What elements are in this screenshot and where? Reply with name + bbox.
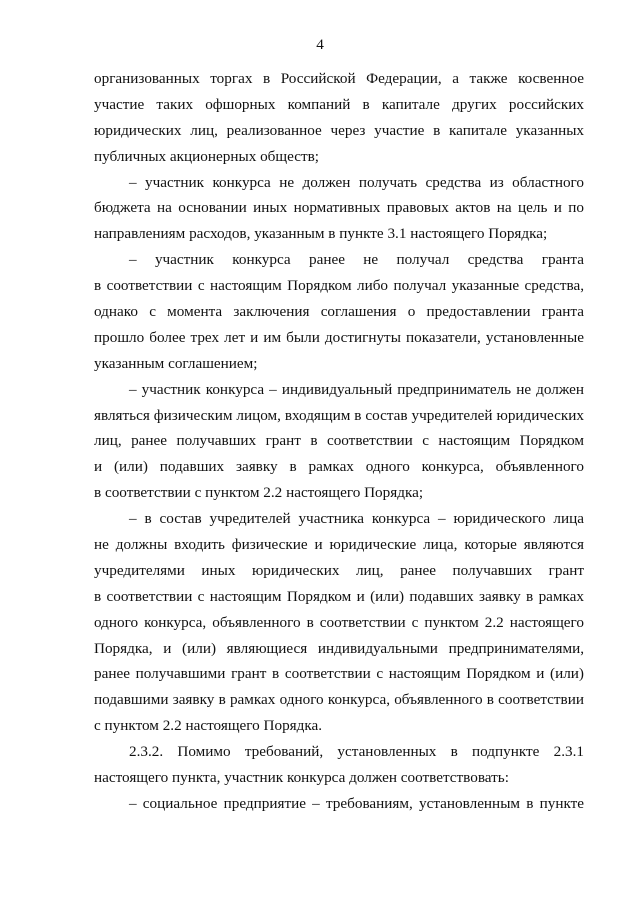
text-line: 2.3.2. Помимо требований, установленных в подпункте 2.3.1	[129, 743, 584, 761]
text-line: в соответствии с настоящим Порядком и (или) подавших заявку в рамках	[94, 587, 584, 605]
body-text	[94, 66, 584, 817]
text-line: настоящего пункта, участник конкурса должен соответствовать:	[94, 769, 509, 787]
text-line: с пунктом 2.2 настоящего Порядка.	[94, 717, 323, 735]
text-line: однако с момента заключения соглашения о предоставлении гранта	[94, 303, 584, 321]
text-line: юридических лиц, реализованное через участие в капитале указанных	[94, 121, 584, 139]
text-line: и (или) подавших заявку в рамках одного конкурса, объявленного	[94, 458, 584, 476]
text-line: публичных акционерных обществ;	[94, 147, 319, 165]
text-line: прошло более трех лет и им были достигнуты показатели, установленные	[94, 328, 584, 346]
text-line: лиц, ранее получавших грант в соответствии с настоящим Порядком	[94, 432, 584, 450]
text-line: Порядка, и (или) являющиеся индивидуальными предпринимателями,	[94, 639, 584, 657]
text-line: учредителями иных юридических лиц, ранее получавших грант	[94, 561, 584, 579]
text-line: в соответствии с настоящим Порядком либо получал указанные средства,	[94, 277, 584, 295]
text-line: указанным соглашением;	[94, 354, 258, 372]
text-line: одного конкурса, объявленного в соответствии с пунктом 2.2 настоящего	[94, 613, 584, 631]
text-line: – участник конкурса не должен получать средства из областного	[129, 173, 584, 191]
text-line: в соответствии с пунктом 2.2 настоящего Порядка;	[94, 484, 424, 502]
page-number: 4	[316, 36, 324, 53]
text-line: подавшими заявку в рамках одного конкурса, объявленного в соответствии	[94, 691, 584, 709]
text-line: – в состав учредителей участника конкурса – юридического лица	[129, 510, 584, 528]
text-line: не должны входить физические и юридические лица, которые являются	[94, 536, 584, 554]
text-line: являться физическим лицом, входящим в состав учредителей юридических	[94, 406, 584, 424]
text-line: направлениям расходов, указанным в пункте 3.1 настоящего Порядка;	[94, 225, 548, 243]
text-line: ранее получавшими грант в соответствии с настоящим Порядком и (или)	[94, 665, 584, 683]
text-line: – участник конкурса ранее не получал средства гранта	[129, 251, 584, 269]
text-line: – участник конкурса – индивидуальный предприниматель не должен	[129, 380, 584, 398]
text-line: бюджета на основании иных нормативных правовых актов на цель и по	[94, 199, 584, 217]
text-line: участие таких офшорных компаний в капитале других российских	[94, 95, 584, 113]
text-line: – социальное предприятие – требованиям, установленным в пункте	[129, 794, 584, 812]
text-line: организованных торгах в Российской Федерации, а также косвенное	[94, 70, 584, 87]
